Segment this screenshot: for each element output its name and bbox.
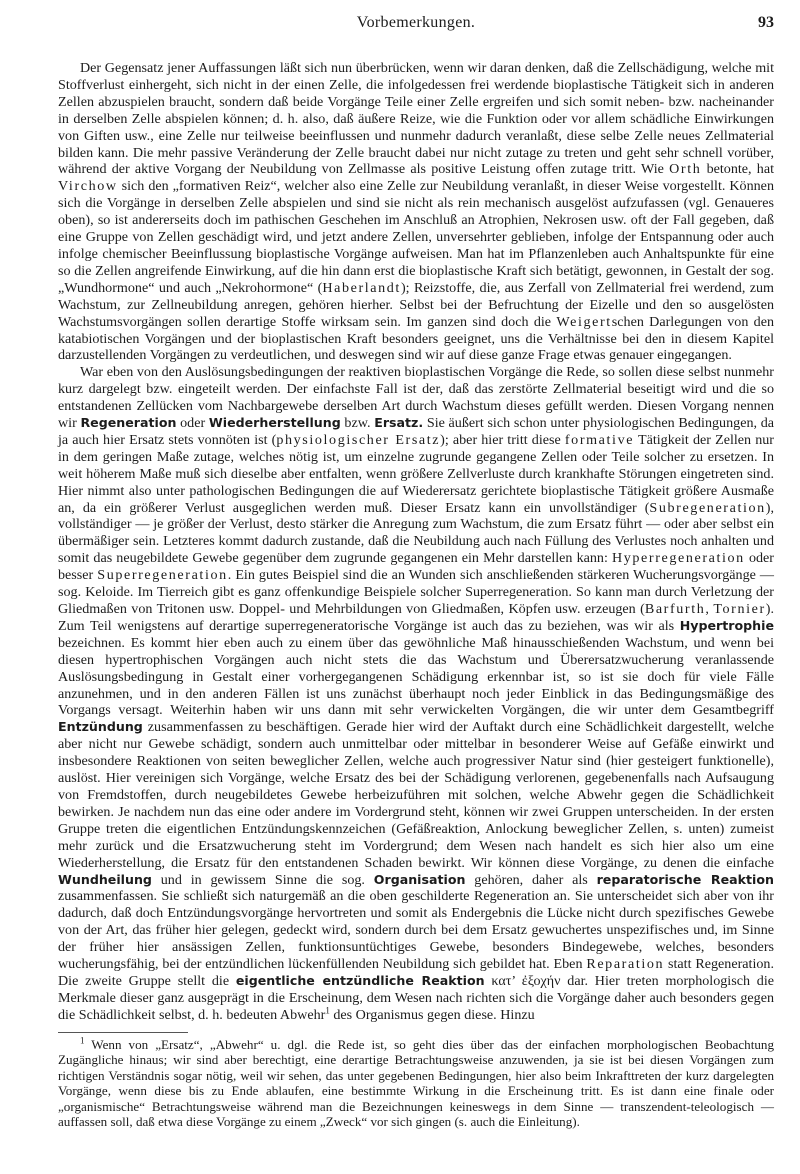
spaced-name: Subregeneration [649,499,766,516]
text-run: , [705,601,714,617]
running-title: Vorbemerkungen. [356,14,476,31]
spaced-name: Hyperregeneration [611,550,745,567]
text-run: Wenn von „Ersatz“, „Abwehr“ u. dgl. die Rede ist, so geht dies über das der einfachen morphologischen Beobachtung Zugängliche hinaus; wir sind aber berechtigt, eine derartige Betrachtungsweise anzuwenden, ja sie ist bei diesen Vorgängen zum richtigen Verständnis sogar nötig, weil wir sehen, das unter gegebenen Bedingungen, hier also beim Inkrafttreten der kurz dargelegten Vorgänge, wenn diese bis zu Ende ablaufen, eine bestimmte Wirkung in die Erscheinung tritt. Es ist dann eine finale oder „organismische“ Betrachtungsweise während man die Bezeichnungen keineswegs in dem Sinne — transzendent-teleologisch — auffassen soll, daß etwa diese Vorgänge zu einem „Zweck“ vor sich gingen (s. auch die Einleitung). [58,1036,774,1130]
spaced-name: physiologischer Ersatz [276,431,441,448]
spaced-name: Superregeneration [97,567,228,584]
text-run: ). Zum Teil wenigstens auf derartige superregeneratorische Vorgänge ist auch das zu beziehen, was wir als [58,601,775,634]
text-run: zusammenfassen. Sie schließt sich naturgemäß an die oben geschilderte Regeneration an. Sie unterscheidet sich aber von ihr dadurch, daß doch Entzündungsvorgänge hervortreten und somit als Endergebnis die Lücke nicht durch spezifisches Gewebe von der Art, das früher hier gelegen, gedeckt wird, sondern durch bei dem Ersatz gewuchertes unspezifisches und, im Sinne der früher hier ansässigen Zellen, funktionsuntüchtiges Gewebe, besonders Bindegewebe, welches, besonders wucherungsfähig, bei der entzündlichen lückenfüllenden Neubildung sich gebildet hat. Eben [58,888,774,973]
spaced-name: formative [564,431,635,448]
text-run: κατ’ ἐξοχήν dar. Hier treten morphologisch die Merkmale dieser ganz ausgeprägt in die Erscheinung, dem Wesen nach richten sich die Vorgänge daher auch besonders gegen die Schädlichkeit selbst, d. h. bedeuten Abwehr [58,972,774,1023]
footnote-marker: 1 [80,1035,85,1046]
bold-term: Entzündung [58,719,143,735]
bold-term: Hypertrophie [679,617,774,633]
text-run: des Organismus gegen diese. Hinzu [329,1006,535,1023]
text-run: ), vollständiger — je größer der Verlust, desto stärker die Anregung zum Wachstum, die zum Ersatz führt — oder aber selbst ein übermäßiger sein. Letzteres kommt dadurch zustande, daß die Neubildung auch nach Füllung des Verlustes noch anhalten und somit das neugebildete Gewebe gegenüber dem zugrunde gegangenen ein Mehr darstellen kann: [58,499,774,567]
text-run: schen Darlegungen von den katabiotischen Vorgängen und der bioplastischen Kraft besonders geeignet, uns die Verhältnisse bei den in diesem Kapitel darzustellenden Vorgängen zu verdeutlichen, und deswegen sind wir auf diese ganze Frage etwas genauer eingegangen. [58,313,775,364]
bold-term: Regeneration [80,415,177,431]
running-head [58,14,774,38]
text-run: bezeichnen. Es kommt hier eben auch zu einem über das gewöhnliche Maß hinausschießenden Wachstum, und wenn bei diesen hypertrophischen Vorgängen auch nicht stets die das Wachstum und Überersatzwucherung veranlassende Auslösungsbedingung in Gestalt einer vorhergegangenen Schädigung erkennbar ist, so ist sie doch für viele Fälle anzunehmen, und in den anderen Fällen ist uns zunächst überhaupt noch jeder Einblick in das Bedingungsmäßige des Vorgangs versagt. Weiterhin haben wir uns dann mit sehr verwickelten Vorgängen, die wir unter dem Gesamtbegriff [58,634,774,719]
bold-term: eigentliche entzündliche Reaktion [235,972,485,988]
footnotes [58,1037,774,1130]
spaced-name: Tornier [713,601,766,617]
paragraph [58,364,774,1023]
text-run: Der Gegensatz jener Auffassungen läßt sich nun überbrücken, wenn wir daran denken, daß die Zellschädigung, welche mit Stoffverlust einhergeht, sich nicht in der einen Zelle, die infolgedessen frei werdende bioplastische Tätigkeit sich in anderen Zellen abzuspielen braucht, sondern daß beide Vorgänge Teile einer Zelle ergreifen und sich somit neben- bzw. nacheinander in derselben Zelle abspielen können; d. h. also, daß äußere Reize, wie die Funktion oder vor allem schädliche Einwirkungen von Giften usw., eine Zelle nur teilweise beeinflussen und nunmehr dadurch veranlaßt, diese selbe Zelle neues Zellmaterial bilden kann. Die mehr passive Veränderung der Zelle braucht dabei nur nicht zutage zu treten und geht sehr schnell vorüber, während der aktive Vorgang der Neubildung von Zellmasse als positive Leistung offen zutage tritt. Wie [58,60,774,178]
text-run: Sie äußert sich schon unter physiologischen Bedingungen, da ja auch hier Ersatz stets vonnöten ist ( [58,415,775,448]
text-run: zusammenfassen zu beschäftigen. Gerade hier wird der Auftakt durch eine Schädlichkeit dargestellt, welche aber nicht nur Gewebe schädigt, sondern auch unmittelbar oder mittelbar in besonderer Weise auf Gefäße einwirkt und insbesondere Reaktionen von seiten beweglicher Zellen, welche auch progressiver Natur sind (hier gesteigert funktionelle), auslöst. Hier vereinigen sich Vorgänge, welche Ersatz des bei der Schädigung verlorenen, gegebenenfalls nach Aufsaugung von Fremdstoffen, durch neugebildetes Gewebe herbeizuführen mit solchen, welche Abwehr gegen die Schädlichkeit bewirken. Je nachdem nun das eine oder andere im Vordergrund steht, können wir zwei Gruppen unterscheiden. In der ersten Gruppe treten die eigentlichen Entzündungskennzeichen (Gefäßreaktion, Anlockung beweglicher Zellen, s. unten) zumeist mehr zurück und die Ersatzwucherung steht im Vordergrund; dem Wesen nach handelt es sich hier also um eine Wiederherstellung, die Ersatz für den entstandenen Schaden bewirkt. Wir können diese Vorgänge, zu denen die einfache [58,719,774,871]
text-run: und in gewissem Sinne die sog. [151,871,374,888]
text-run: betonte, hat [701,161,774,178]
text-run: oder [176,415,209,432]
bold-term: Organisation [373,871,466,887]
bold-term: reparatorische Reaktion [596,871,774,887]
text-run: Tätigkeit der Zellen nur in dem geringen Maße zutage, welches nötig ist, um einzelne zugrunde gegangene Zellen oder Teile solcher zu ersetzen. In weit höherem Maße muß sich dieselbe aber entfalten, wenn größere Zellverluste durch krankhafte Störungen eingetreten sind. Hier nimmt also unter pathologischen Bedingungen die auf Wiederersatz gerichtete bioplastische Tätigkeit größere Ausmaße an, da ein größerer Verlust ausgeglichen werden muß. Dieser Ersatz kann ein unvollständiger ( [58,431,775,516]
spaced-name: Haberlandt [322,279,401,296]
text-run: bzw. [340,415,375,432]
text-run: ); Reizstoffe, die, aus Zerfall von Zellmaterial frei werdend, zum Wachstum, zur Zellneubildung anregen, gehören hierher. Selbst bei der Befruchtung der Eizelle und den so ausgelösten Wachstumsvorgängen sollen derartige Stoffe wirksam sein. Im ganzen sind doch die [58,279,774,330]
text-run: oder besser [58,550,774,584]
spaced-name: Virchow [58,178,118,195]
book-page [58,14,775,1130]
spaced-name: Reparation [586,956,665,973]
spaced-name: Barfurth [644,601,706,617]
footnote [58,1037,774,1130]
page-number: 93 [758,14,774,31]
footnote-marker: 1 [325,1005,330,1016]
text-run: War eben von den Auslösungsbedingungen der reaktiven bioplastischen Vorgänge die Rede, so sollen diese selbst nunmehr kurz dargelegt bzw. eingeteilt werden. Der einfachste Fall ist der, daß das zerstörte Zellmaterial beseitigt wird und die so entstandenen Zellücken vom Nachbargewebe derselben Art durch Wachstum dieses gefüllt werden. Diesen Vorgang nennen wir [58,364,774,432]
text-run: gehören, daher als [465,871,597,888]
spaced-name: Weigert [556,313,612,330]
body-text [58,60,774,1024]
bold-term: Wiederherstellung [208,415,341,431]
footnote-divider [58,1032,188,1033]
text-run: ); aber hier tritt diese [440,431,565,448]
bold-term: Wundheilung [58,871,152,887]
text-run: sich den „formativen Reiz“, welcher also eine Zelle zur Neubildung veranlaßt, in dieser Weise vorgestellt. Können sich die Vorgänge in derselben Zelle abspielen und sind sie nicht als rein mechanisch ausgelöst aufzufassen (vgl. Genaueres oben), so ist andererseits doch im pathischen Geschehen im Anschluß an Atrophien, Nekrosen usw. oft der Fall gegeben, daß eine Gruppe von Zellen geschädigt wird, und jetzt andere Zellen, unversehrter geblieben, infolge der Entspannung oder auch infolge chemischer Beeinflussung bioplastische Vorgänge aufweisen. Man hat im Pflanzenleben auch Anhaltspunkte für eine so die Zellen angreifende Einwirkung, auf die hin dann erst die bioplastische Kraft sich betätigt, gewonnen, in Gestalt der sog. „Wundhormone“ und auch „Nekrohormone“ ( [58,178,774,296]
bold-term: Ersatz. [374,415,424,431]
spaced-name: Orth [669,161,702,178]
paragraph [58,60,774,364]
text-run: . Ein gutes Beispiel sind die an Wunden sich anschließenden stärkeren Wucherungsvorgänge — sog. Keloide. Im Tierreich gibt es ganz offenkundige Beispiele solcher Superregeneration. So kann man durch Verletzung der Gliedmaßen von Tritonen usw. Doppel- und Mehrbildungen von Gliedmaßen, Köpfen usw. erzeugen ( [58,567,774,617]
text-run: statt Regeneration. Die zweite Gruppe stellt die [58,956,774,989]
